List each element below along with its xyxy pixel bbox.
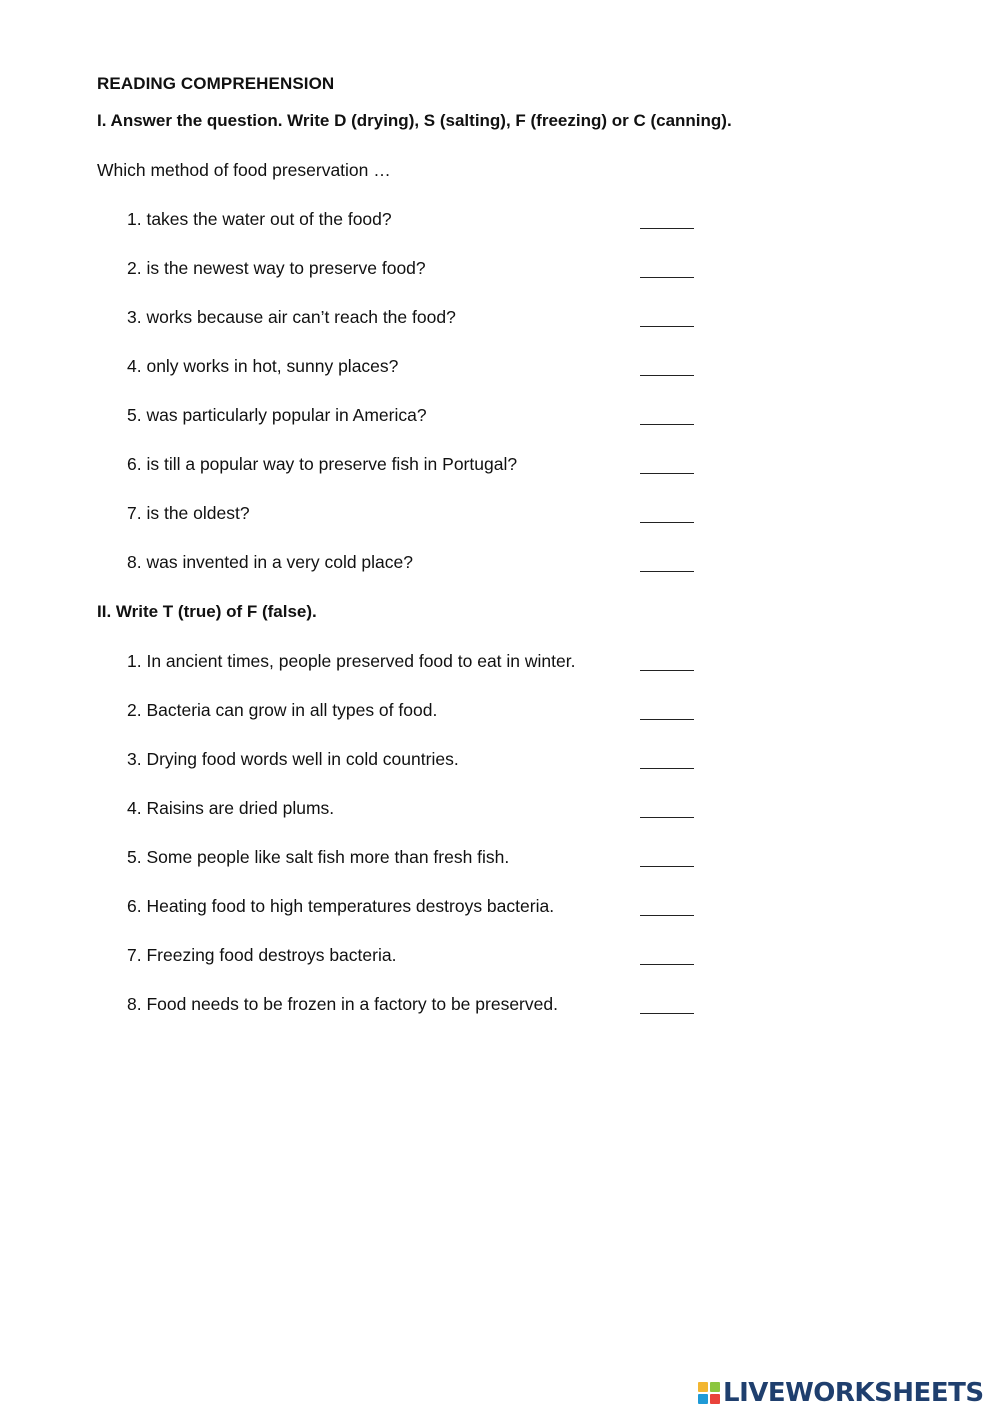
question-text: 4. only works in hot, sunny places? <box>127 356 399 376</box>
question-text: 1. takes the water out of the food? <box>127 209 392 229</box>
section-1-question-list <box>127 209 707 601</box>
logo-square-icon <box>698 1382 708 1392</box>
answer-blank[interactable] <box>640 228 694 229</box>
logo-text: LIVEWORKSHEETS <box>723 1378 984 1408</box>
answer-blank[interactable] <box>640 1013 694 1014</box>
question-text: 5. Some people like salt fish more than fresh fish. <box>127 847 510 867</box>
logo-square-icon <box>710 1382 720 1392</box>
question-row <box>127 209 707 258</box>
question-row <box>127 749 707 798</box>
answer-blank[interactable] <box>640 866 694 867</box>
question-row <box>127 896 707 945</box>
answer-blank[interactable] <box>640 915 694 916</box>
answer-blank[interactable] <box>640 277 694 278</box>
question-row <box>127 307 707 356</box>
question-text: 6. Heating food to high temperatures destroys bacteria. <box>127 896 555 916</box>
question-text: 3. Drying food words well in cold countries. <box>127 749 459 769</box>
answer-blank[interactable] <box>640 670 694 671</box>
liveworksheets-logo-icon <box>698 1382 720 1404</box>
answer-blank[interactable] <box>640 326 694 327</box>
answer-blank[interactable] <box>640 522 694 523</box>
question-text: 7. is the oldest? <box>127 503 250 523</box>
logo-square-icon <box>698 1394 708 1404</box>
question-text: 4. Raisins are dried plums. <box>127 798 335 818</box>
question-row <box>127 700 707 749</box>
question-row <box>127 503 707 552</box>
section-2-heading: II. Write T (true) of F (false). <box>97 602 317 621</box>
question-text: 8. was invented in a very cold place? <box>127 552 413 572</box>
question-row <box>127 552 707 601</box>
question-text: 1. In ancient times, people preserved food to eat in winter. <box>127 651 576 671</box>
question-row <box>127 356 707 405</box>
section-1-heading: I. Answer the question. Write D (drying), S (salting), F (freezing) or C (canning). <box>97 111 732 130</box>
question-row <box>127 945 707 994</box>
question-text: 8. Food needs to be frozen in a factory to be preserved. <box>127 994 558 1014</box>
question-row <box>127 994 707 1043</box>
question-text: 2. Bacteria can grow in all types of food. <box>127 700 438 720</box>
question-row <box>127 258 707 307</box>
question-text: 5. was particularly popular in America? <box>127 405 427 425</box>
question-text: 6. is till a popular way to preserve fish in Portugal? <box>127 454 518 474</box>
answer-blank[interactable] <box>640 964 694 965</box>
question-text: 3. works because air can’t reach the food? <box>127 307 456 327</box>
question-text: 2. is the newest way to preserve food? <box>127 258 426 278</box>
question-row <box>127 651 707 700</box>
question-text: 7. Freezing food destroys bacteria. <box>127 945 397 965</box>
answer-blank[interactable] <box>640 768 694 769</box>
logo-square-icon <box>710 1394 720 1404</box>
answer-blank[interactable] <box>640 571 694 572</box>
page-title: READING COMPREHENSION <box>97 74 335 93</box>
liveworksheets-logo[interactable] <box>698 1376 984 1410</box>
question-row <box>127 405 707 454</box>
answer-blank[interactable] <box>640 424 694 425</box>
section-1-intro: Which method of food preservation … <box>97 160 391 180</box>
section-2-question-list <box>127 651 707 1043</box>
question-row <box>127 847 707 896</box>
answer-blank[interactable] <box>640 719 694 720</box>
answer-blank[interactable] <box>640 817 694 818</box>
question-row <box>127 798 707 847</box>
question-row <box>127 454 707 503</box>
answer-blank[interactable] <box>640 473 694 474</box>
answer-blank[interactable] <box>640 375 694 376</box>
